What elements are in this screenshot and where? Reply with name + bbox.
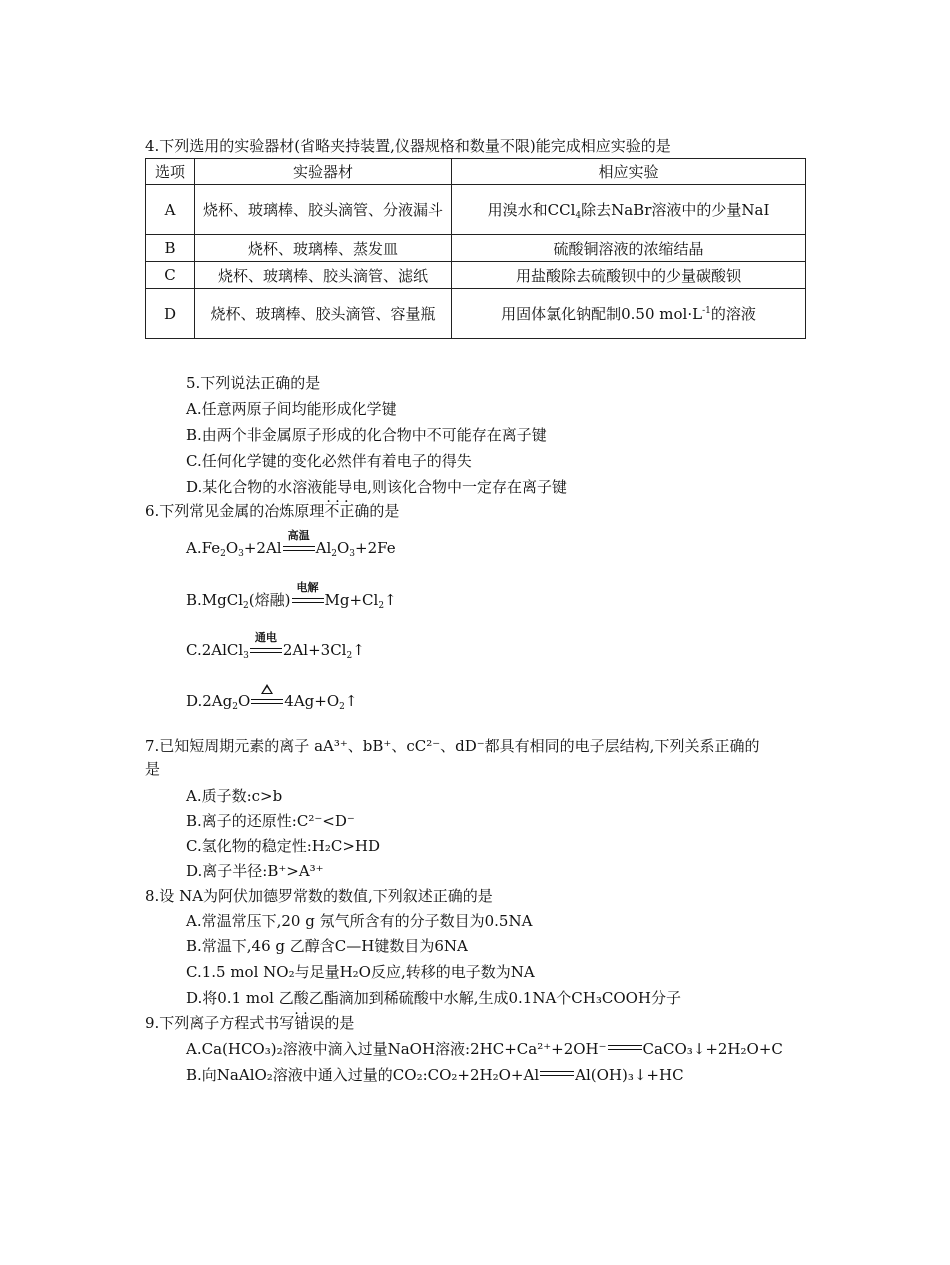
q5-option-d: D.某化合物的水溶液能导电,则该化合物中一定存在离子键	[186, 478, 568, 496]
q7-option-c: C.氢化物的稳定性:H₂C>HD	[186, 837, 381, 855]
equals-sign	[540, 1071, 574, 1076]
table-row	[146, 289, 806, 339]
q5-stem: 5.下列说法正确的是	[186, 374, 321, 392]
q6-option-b: B.MgCl$_2$(熔融) 电解 $Mg+Cl_2↑$	[186, 581, 397, 611]
q8-stem: 8.设 NA为阿伏加德罗常数的数值,下列叙述正确的是	[145, 887, 493, 905]
q8-option-b: B.常温下,46 g 乙醇含C—H键数目为6NA	[186, 937, 468, 955]
q9-option-a: A.Ca(HCO₃)₂溶液中滴入过量NaOH溶液:2HC+Ca²⁺+2OH⁻ CaCO₃↓+2H₂O+C	[186, 1040, 783, 1058]
row-equipment: 烧杯、玻璃棒、胶头滴管、滤纸	[195, 262, 452, 289]
q6-option-a: $A.Fe_2O_3+2Al$ 高温 $Al_2O_3+2Fe$	[186, 529, 396, 559]
q9-option-b: B.向NaAlO₂溶液中通入过量的CO₂:CO₂+2H₂O+Al Al(OH)₃↓+HC	[186, 1066, 684, 1084]
reaction-arrow	[251, 696, 283, 706]
row-experiment: 用溴水和CCl$_4$除去NaBr溶液中的少量NaI	[452, 185, 806, 235]
q7-option-d: D.离子半径:B⁺>A³⁺	[186, 862, 324, 880]
row-option: B	[146, 235, 195, 262]
header-experiment: 相应实验	[452, 159, 806, 185]
q7-option-a: A.质子数:c>b	[186, 787, 283, 805]
reaction-arrow: 电解	[292, 595, 324, 605]
row-experiment: 硫酸铜溶液的浓缩结晶	[452, 235, 806, 262]
q8-option-c: C.1.5 mol NO₂与足量H₂O反应,转移的电子数为NA	[186, 963, 535, 981]
q6-stem: 6.下列常见金属的冶炼原理不正确的是	[145, 502, 400, 520]
emphasis-dots: 不正确	[324, 502, 370, 520]
q7-stem-line1: 7.已知短周期元素的离子 aA³⁺、bB⁺、cC²⁻、dD⁻都具有相同的电子层结构,下列关系正确的	[145, 737, 760, 755]
row-equipment: 烧杯、玻璃棒、胶头滴管、容量瓶	[195, 289, 452, 339]
row-experiment: 用盐酸除去硫酸钡中的少量碳酸钡	[452, 262, 806, 289]
q5-option-a: A.任意两原子间均能形成化学键	[186, 400, 397, 418]
row-option: C	[146, 262, 195, 289]
header-equipment: 实验器材	[195, 159, 452, 185]
q8-option-a: A.常温常压下,20 g 氖气所含有的分子数目为0.5NA	[186, 912, 533, 930]
emphasis-dots: 错误 · ·	[294, 1014, 324, 1032]
q5-option-b: B.由两个非金属原子形成的化合物中不可能存在离子键	[186, 426, 547, 444]
row-equipment: 烧杯、玻璃棒、蒸发皿	[195, 235, 452, 262]
q6-option-d: $D.2Ag_2O$ $4Ag+O_2↑$	[186, 691, 357, 717]
q8-option-d: D.将0.1 mol 乙酸乙酯滴加到稀硫酸中水解,生成0.1NA个CH₃COOH分子	[186, 989, 682, 1007]
equals-sign	[608, 1045, 642, 1050]
table-row	[146, 262, 806, 289]
q4-stem: 4.下列选用的实验器材(省略夹持装置,仪器规格和数量不限)能完成相应实验的是	[145, 137, 671, 155]
q7-option-b: B.离子的还原性:C²⁻<D⁻	[186, 812, 355, 830]
reaction-arrow: 高温	[283, 543, 315, 553]
reaction-arrow: 通电	[250, 645, 282, 655]
table-header-row	[146, 159, 806, 185]
q7-stem-line2: 是	[145, 760, 161, 778]
header-option: 选项	[146, 159, 195, 185]
q9-stem: 9.下列离子方程式书写错误 · ·的是	[145, 1013, 354, 1033]
row-option: D	[146, 289, 195, 339]
row-experiment: 用固体氯化钠配制0.50 $mol\cdot L^{-1}$的溶液	[452, 289, 806, 339]
table-row	[146, 235, 806, 262]
table-row	[146, 185, 806, 235]
q5-option-c: C.任何化学键的变化必然伴有着电子的得失	[186, 452, 472, 470]
row-option: A	[146, 185, 195, 235]
heat-triangle-icon	[261, 684, 273, 694]
q4-table	[145, 158, 806, 339]
row-equipment: 烧杯、玻璃棒、胶头滴管、分液漏斗	[195, 185, 452, 235]
q6-option-c: C.2AlCl$_3$ 通电 $2Al+3Cl_2↑$	[186, 631, 365, 661]
